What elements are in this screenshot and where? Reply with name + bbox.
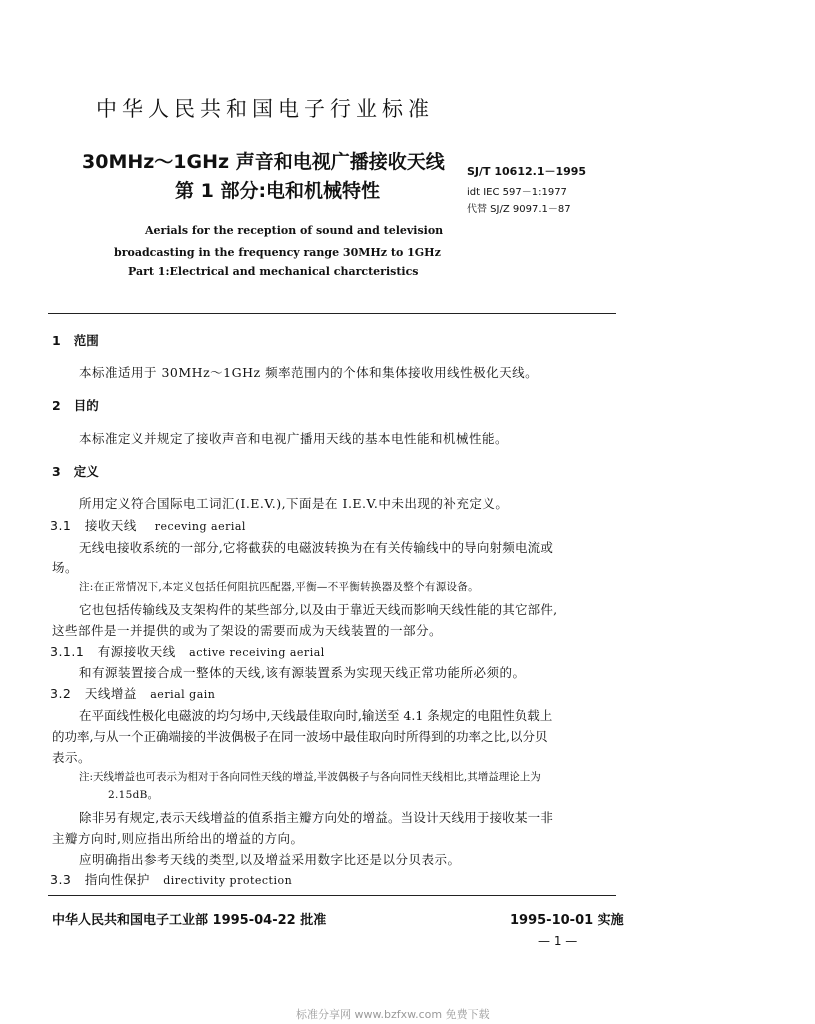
section-number: 1 [52,333,61,348]
definition-term-cn: 指向性保护 [84,872,150,887]
standard-code: SJ/T 10612.1－1995 [467,165,587,178]
definition-term-cn: 有源接收天线 [97,644,176,659]
section-2-heading [52,396,99,414]
definition-3-1-1-heading [50,642,325,660]
scope-paragraph: 本标准适用于 30MHz～1GHz 频率范围内的个体和集体接收用线性极化天线。 [79,365,539,380]
section-title: 范围 [73,333,99,348]
header-divider [48,313,616,314]
definition-term-en: directivity protection [163,874,293,887]
english-title-line3: Part 1:Electrical and mechanical charcteristics [128,265,419,278]
english-title-line1: Aerials for the reception of sound and television [145,224,444,237]
section-number: 3 [52,464,61,479]
definition-3-1-text-line3: 它也包括传输线及支架构件的某些部分,以及由于靠近天线而影响天线性能的其它部件, [79,602,558,617]
definition-3-3-heading [50,870,292,888]
definition-3-2-text-line6: 应明确指出参考天线的类型,以及增益采用数字比还是以分贝表示。 [79,852,461,867]
page-number: — 1 — [538,934,578,948]
idt-reference: idt IEC 597－1:1977 [467,187,567,198]
definition-3-1-text-line4: 这些部件是一并提供的或为了架设的需要而成为天线装置的一部分。 [52,623,443,638]
definition-3-2-text-line2: 的功率,与从一个正确端接的半波偶极子在同一波场中最佳取向时所得到的功率之比,以分贝 [52,729,548,744]
definition-3-2-heading [50,684,215,702]
implementation-date: 1995-10-01 实施 [510,913,624,928]
definition-3-2-note-line1: 注:天线增益也可表示为相对于各向同性天线的增益,半波偶极子与各向同性天线相比,其增益理论上为 [79,771,541,783]
definition-number: 3.3 [50,872,72,887]
section-title: 目的 [73,398,99,413]
definition-3-2-text-line4: 除非另有规定,表示天线增益的值系指主瓣方向处的增益。当设计天线用于接收某一非 [79,810,554,825]
definition-3-2-note-line2: 2.15dB。 [108,789,159,801]
section-1-heading [52,331,99,349]
definition-3-1-text-line2: 场。 [52,560,79,575]
replaces-reference: 代替 SJ/Z 9097.1－87 [467,204,571,215]
section-title: 定义 [73,464,99,479]
definition-term-cn: 接收天线 [84,518,137,533]
purpose-paragraph: 本标准定义并规定了接收声音和电视广播用天线的基本电性能和机械性能。 [79,431,509,446]
industry-standard-heading: 中华人民共和国电子行业标准 [96,97,434,121]
definition-term-cn: 天线增益 [84,686,137,701]
definition-number: 3.1.1 [50,644,85,659]
section-3-heading [52,462,99,480]
definition-term-en: aerial gain [150,688,216,701]
document-title-line1: 30MHz～1GHz 声音和电视广播接收天线 [82,151,445,173]
definition-3-1-1-text: 和有源装置接合成一整体的天线,该有源装置系为实现天线正常功能所必须的。 [79,665,526,680]
footer-divider [48,895,616,896]
definition-number: 3.1 [50,518,72,533]
definition-term-en: receving aerial [154,520,246,533]
definition-number: 3.2 [50,686,72,701]
section-number: 2 [52,398,61,413]
definition-3-2-text-line3: 表示。 [52,750,92,765]
definition-term-en: active receiving aerial [189,646,325,659]
definition-3-1-note: 注:在正常情况下,本定义包括任何阻抗匹配器,平衡—不平衡转换器及整个有源设备。 [79,581,479,593]
definition-3-1-heading [50,516,246,534]
document-title-line2: 第 1 部分:电和机械特性 [175,180,381,202]
definition-3-2-text-line5: 主瓣方向时,则应指出所给出的增益的方向。 [52,831,304,846]
definition-3-2-text-line1: 在平面线性极化电磁波的均匀场中,天线最佳取向时,输送至 4.1 条规定的电阻性负载上 [79,708,553,723]
approval-date: 中华人民共和国电子工业部 1995-04-22 批准 [52,913,327,928]
watermark: 标准分享网 www.bzfxw.com 免费下载 [296,1008,490,1021]
english-title-line2: broadcasting in the frequency range 30MHz to 1GHz [114,246,441,259]
definitions-intro: 所用定义符合国际电工词汇(I.E.V.),下面是在 I.E.V.中未出现的补充定义。 [79,496,509,511]
definition-3-1-text-line1: 无线电接收系统的一部分,它将截获的电磁波转换为在有关传输线中的导向射频电流或 [79,540,554,555]
